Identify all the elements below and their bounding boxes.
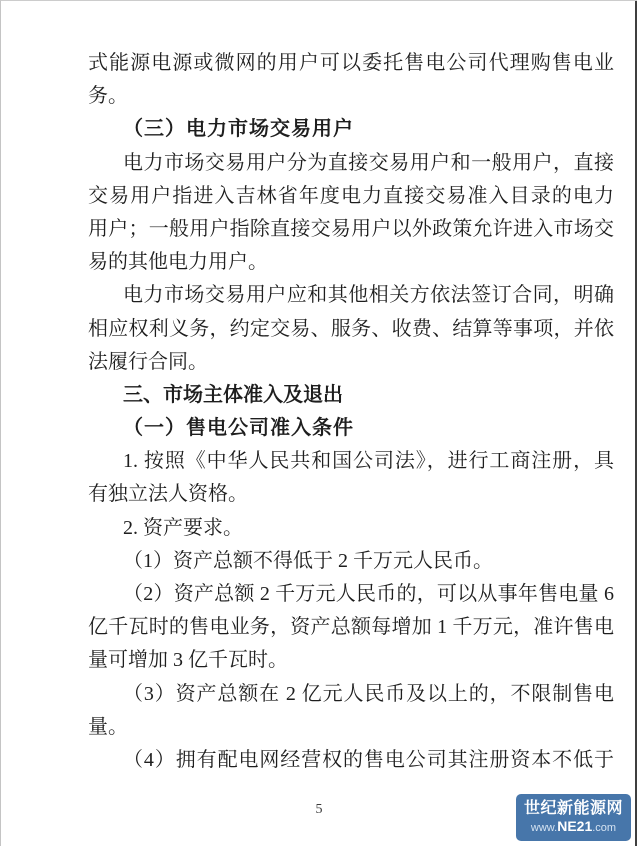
text-line: 有独立法人资格。 [88,483,248,506]
text-line: 法履行合同。 [88,350,208,373]
text-line: 电力市场交易用户应和其他相关方依法签订合同，明确 [123,284,614,307]
heading-line: （三）电力市场交易用户 [123,118,354,141]
text-line: 亿千瓦时的售电业务，资产总额每增加 1 千万元，准许售电 [88,616,614,639]
text-line: （3）资产总额在 2 亿元人民币及以上的，不限制售电 [123,682,614,705]
text-line: 相应权利义务，约定交易、服务、收费、结算等事项，并依 [88,317,614,340]
text-line: （1）资产总额不得低于 2 千万元人民币。 [123,549,493,572]
text-line: 1. 按照《中华人民共和国公司法》，进行工商注册，具 [123,450,614,473]
text-line: 务。 [88,85,128,108]
text-line: 易的其他电力用户。 [88,251,268,274]
watermark-url-prefix: www. [530,822,558,834]
watermark-url-suffix: .com [592,822,617,834]
text-line: （2）资产总额 2 千万元人民币的，可以从事年售电量 6 [123,583,614,605]
watermark-badge [516,794,631,841]
text-line: 2. 资产要求。 [123,516,243,539]
document-text [88,47,614,777]
heading-line: 三、市场主体准入及退出 [123,383,343,406]
text-line: 式能源电源或微网的用户可以委托售电公司代理购售电业 [88,52,614,74]
heading-line: （一）售电公司准入条件 [123,417,354,440]
text-line: 用户；一般用户指除直接交易用户以外政策允许进入市场交 [88,217,614,240]
text-line: 电力市场交易用户分为直接交易用户和一般用户，直接 [123,151,614,174]
text-line: 量可增加 3 亿千瓦时。 [88,649,288,672]
text-line: 交易用户指进入吉林省年度电力直接交易准入目录的电力 [88,184,614,207]
text-line: （4）拥有配电网经营权的售电公司其注册资本不低于 [123,748,614,771]
watermark-url [516,818,631,836]
watermark-site-name: 世纪新能源网 [523,800,623,817]
watermark-url-brand: NE21 [557,818,593,834]
text-line: 量。 [88,715,128,738]
page-number: 5 [315,802,323,817]
